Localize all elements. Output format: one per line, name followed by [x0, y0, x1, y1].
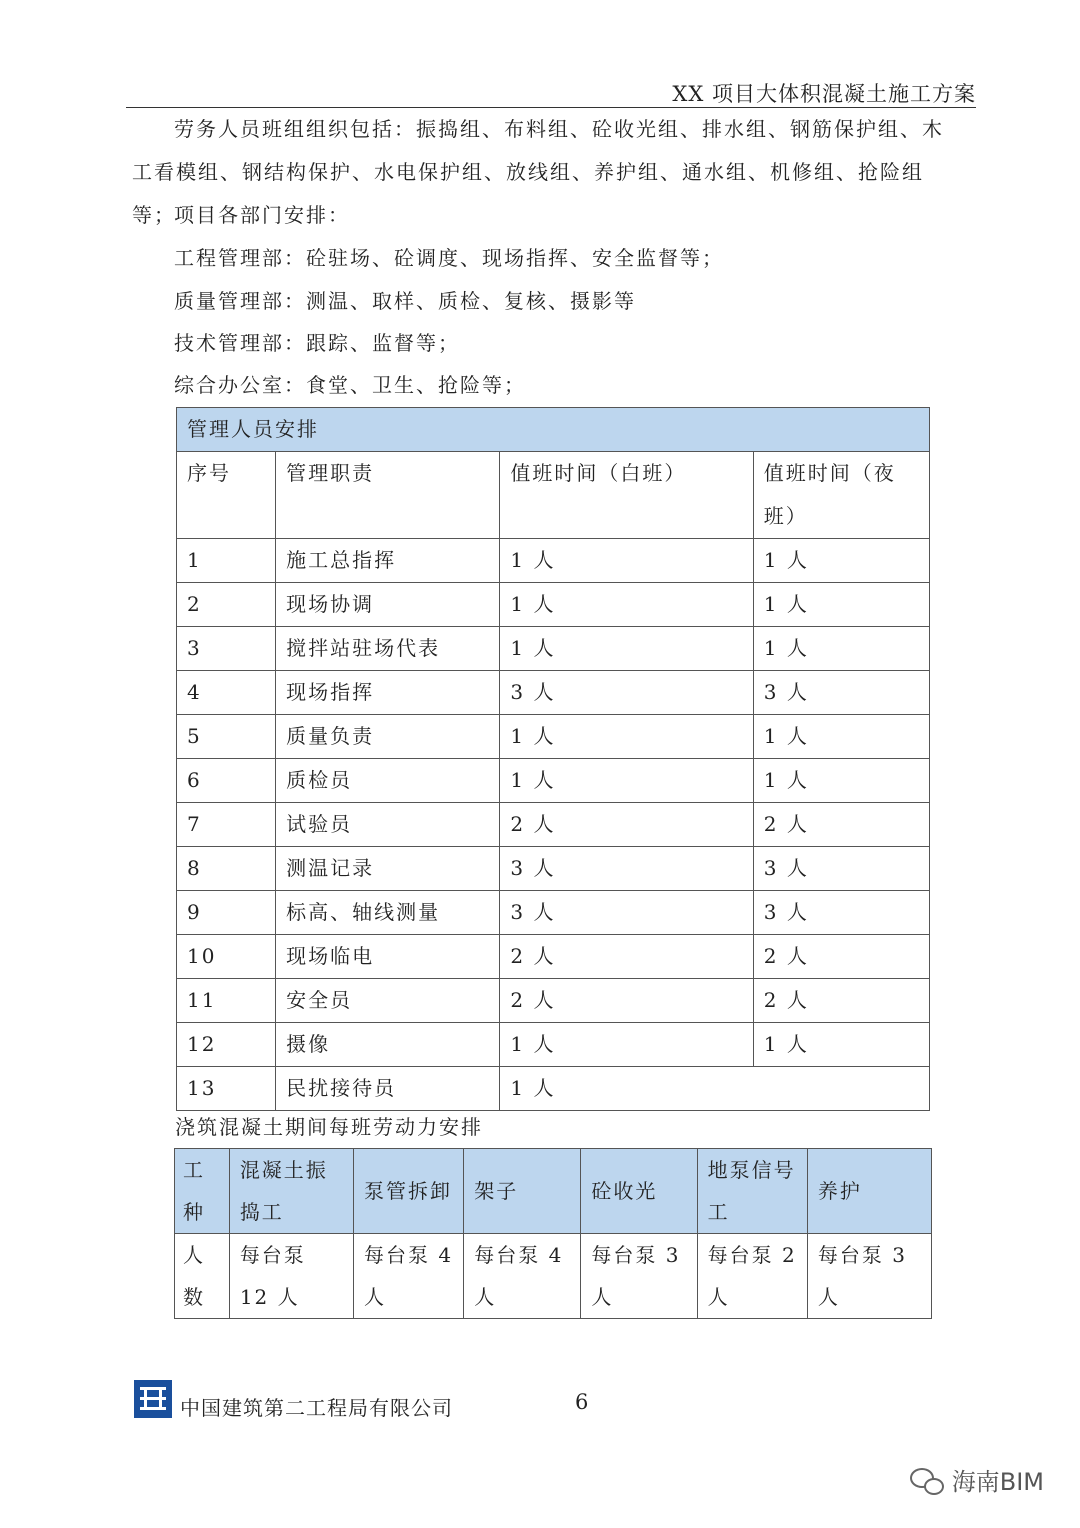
header-cell: 砼收光 [581, 1149, 697, 1234]
table-cell: 2 人 [753, 979, 929, 1023]
table-cell: 施工总指挥 [276, 539, 500, 583]
table-cell: 安全员 [276, 979, 500, 1023]
table-cell: 6 [177, 759, 276, 803]
table-cell: 现场协调 [276, 583, 500, 627]
table-cell: 2 人 [753, 803, 929, 847]
table-cell: 人数 [175, 1234, 230, 1319]
wechat-icon [910, 1466, 944, 1494]
table-cell: 1 人 [500, 1023, 753, 1067]
management-staff-table [176, 407, 930, 1111]
header-cell: 混凝土振捣工 [229, 1149, 353, 1234]
table-cell: 1 人 [753, 1023, 929, 1067]
table-row [177, 1023, 930, 1067]
table-cell: 2 人 [500, 935, 753, 979]
header-cell: 管理职责 [276, 452, 500, 539]
header-cell: 值班时间（夜班） [753, 452, 929, 539]
table-cell: 1 人 [753, 759, 929, 803]
table-cell: 民扰接待员 [276, 1067, 500, 1111]
table-cell: 1 人 [500, 1067, 930, 1111]
table-cell: 3 [177, 627, 276, 671]
table-cell: 4 [177, 671, 276, 715]
footer-company-name: 中国建筑第二工程局有限公司 [180, 1396, 453, 1420]
table-cell: 1 [177, 539, 276, 583]
table-cell: 1 人 [500, 759, 753, 803]
table-cell: 现场指挥 [276, 671, 500, 715]
table-cell: 标高、轴线测量 [276, 891, 500, 935]
table-cell: 1 人 [500, 715, 753, 759]
table-cell: 3 人 [753, 891, 929, 935]
table-cell: 摄像 [276, 1023, 500, 1067]
header-cell: 地泵信号工 [697, 1149, 807, 1234]
table-cell: 1 人 [753, 583, 929, 627]
table-cell: 2 [177, 583, 276, 627]
table-cell: 3 人 [500, 891, 753, 935]
watermark-text: 海南BIM [951, 1468, 1044, 1496]
table-cell: 1 人 [753, 627, 929, 671]
header-cell: 序号 [177, 452, 276, 539]
table-row [175, 1234, 932, 1319]
table-cell: 每台泵 4 人 [464, 1234, 581, 1319]
table-cell: 10 [177, 935, 276, 979]
paragraph-office: 综合办公室：食堂、卫生、抢险等； [174, 373, 526, 397]
table-cell: 9 [177, 891, 276, 935]
table-cell: 8 [177, 847, 276, 891]
header-cell: 泵管拆卸 [353, 1149, 463, 1234]
table-cell: 每台泵 3 人 [581, 1234, 697, 1319]
table-cell: 3 人 [753, 847, 929, 891]
table-cell: 每台泵 4 人 [353, 1234, 463, 1319]
table-row [177, 539, 930, 583]
table-cell: 每台泵 12 人 [229, 1234, 353, 1319]
paragraph-labor-teams: 劳务人员班组组织包括：振捣组、布料组、砼收光组、排水组、钢筋保护组、木工看模组、钢结构保护、水电保护组、放线组、养护组、通水组、机修组、抢险组等； [132, 117, 944, 227]
table-row [177, 803, 930, 847]
table-cell: 5 [177, 715, 276, 759]
table-cell: 11 [177, 979, 276, 1023]
page-number: 6 [575, 1390, 589, 1414]
table-row [177, 935, 930, 979]
table-row [177, 671, 930, 715]
paragraph-tech-dept: 技术管理部：跟踪、监督等； [174, 331, 460, 355]
table-cell: 2 人 [500, 979, 753, 1023]
table-caption: 管理人员安排 [177, 408, 930, 452]
table-cell: 1 人 [753, 539, 929, 583]
document-header-title: XX 项目大体积混凝土施工方案 [672, 82, 976, 106]
table-row [177, 759, 930, 803]
table-cell: 搅拌站驻场代表 [276, 627, 500, 671]
table-row [177, 715, 930, 759]
table-row [177, 979, 930, 1023]
table-cell: 3 人 [500, 847, 753, 891]
table-cell: 每台泵 3 人 [807, 1234, 931, 1319]
table-cell: 每台泵 2 人 [697, 1234, 807, 1319]
table-cell: 1 人 [753, 715, 929, 759]
table-row [177, 583, 930, 627]
table-cell: 13 [177, 1067, 276, 1111]
table-row [177, 1067, 930, 1111]
table-row [177, 891, 930, 935]
table-cell: 2 人 [753, 935, 929, 979]
table-cell: 1 人 [500, 627, 753, 671]
table-cell: 2 人 [500, 803, 753, 847]
header-cell: 养护 [807, 1149, 931, 1234]
table-cell: 7 [177, 803, 276, 847]
table-cell: 质检员 [276, 759, 500, 803]
table-cell: 12 [177, 1023, 276, 1067]
watermark [910, 1462, 1044, 1497]
paragraph-engineering-dept: 工程管理部：砼驻场、砼调度、现场指挥、安全监督等； [174, 246, 724, 270]
table-cell: 1 人 [500, 583, 753, 627]
paragraph-dept-intro: 项目各部门安排： [174, 203, 350, 227]
header-cell: 工种 [175, 1149, 230, 1234]
table-cell: 1 人 [500, 539, 753, 583]
table-row [177, 627, 930, 671]
table-cell: 测温记录 [276, 847, 500, 891]
table-cell: 现场临电 [276, 935, 500, 979]
table-cell: 3 人 [753, 671, 929, 715]
table-cell: 质量负责 [276, 715, 500, 759]
table-cell: 3 人 [500, 671, 753, 715]
header-cell: 值班时间（白班） [500, 452, 753, 539]
table-cell: 试验员 [276, 803, 500, 847]
cscec-logo-icon [134, 1380, 172, 1418]
labor-table-caption: 浇筑混凝土期间每班劳动力安排 [175, 1115, 483, 1139]
paragraph-quality-dept: 质量管理部：测温、取样、质检、复核、摄影等 [174, 289, 636, 313]
table-row [177, 847, 930, 891]
header-cell: 架子 [464, 1149, 581, 1234]
labor-arrangement-table [174, 1148, 932, 1319]
